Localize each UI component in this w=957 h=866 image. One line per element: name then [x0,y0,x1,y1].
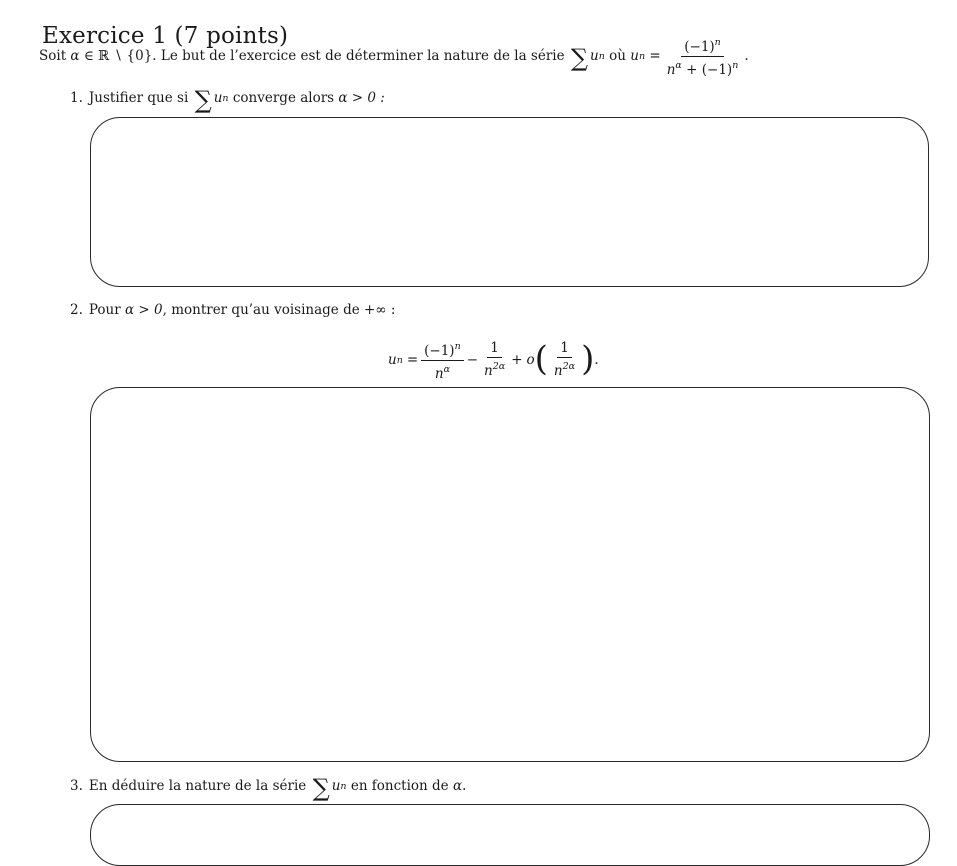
un-definition-fraction: $\frac{(-1)^n}{n^\alpha + (-1)^n}$ [666,36,739,78]
question-1: 1. Justifier que si ∑ u n converge alors α > 0 : [70,86,385,114]
answer-box-1[interactable] [90,117,929,287]
question-3: 3. En déduire la nature de la série ∑ u n en fonction de α. [70,774,467,802]
exercise-intro: Soit α ∈ ℝ ∖ {0} . Le but de l’exercice est de déterminer la nature de la série ∑ u n où u n = $\frac{(-1)^n}{n^\alpha + (-1)^n}$ . [39,36,749,78]
answer-box-2[interactable] [90,387,930,762]
question-2: 2. Pour α > 0, montrer qu’au voisinage de +∞ : [70,302,396,318]
exercise-title: Exercice 1 (7 points) [42,23,289,50]
asymptotic-expansion-formula: u n = $\frac{(-1)^n}{n^\alpha}$ − $\frac{1}{n^{2\alpha}}$ + o ( $\frac{1}{n^{2\alpha}}$ ) . [388,339,599,382]
sum-symbol: ∑ [194,86,212,114]
sum-symbol: ∑ [570,44,589,72]
sum-symbol: ∑ [312,774,330,802]
answer-box-3[interactable] [90,804,930,866]
